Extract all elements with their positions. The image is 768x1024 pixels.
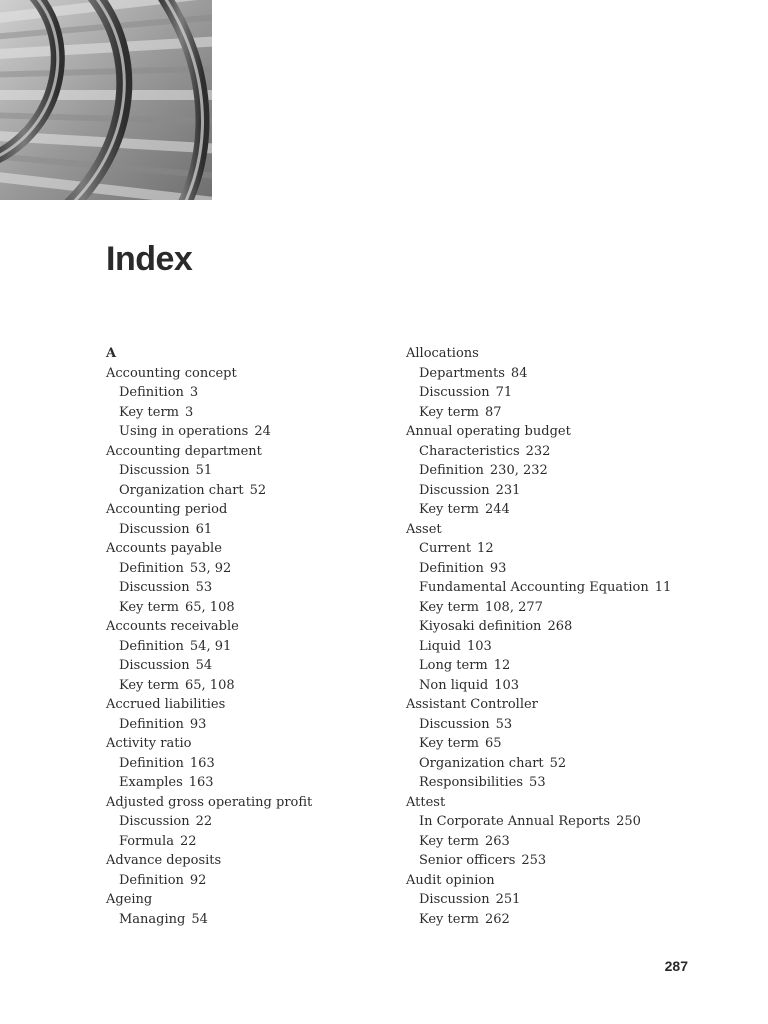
index-term: Senior officers xyxy=(419,853,516,868)
index-term: Definition xyxy=(419,463,484,478)
index-term: Non liquid xyxy=(419,677,489,693)
index-subentry xyxy=(406,559,706,579)
index-page-refs: 163 xyxy=(189,755,215,771)
index-subentry xyxy=(106,578,406,598)
index-term: Advance deposits xyxy=(106,853,222,868)
index-term: Using in operations xyxy=(119,424,249,439)
index-term: Key term xyxy=(119,599,179,615)
index-entry xyxy=(106,539,406,559)
index-entry xyxy=(106,500,406,520)
index-page-refs: 11 xyxy=(654,580,672,595)
index-page-refs: 22 xyxy=(195,814,213,829)
index-term: Organization chart xyxy=(419,755,544,771)
index-page-refs: 253 xyxy=(521,853,547,868)
index-subentry xyxy=(106,461,406,481)
index-term: Audit opinion xyxy=(406,872,495,888)
index-term: Asset xyxy=(406,521,442,537)
index-subentry xyxy=(106,559,406,579)
index-subentry xyxy=(106,715,406,735)
index-subentry xyxy=(406,442,706,462)
index-subentry xyxy=(106,403,406,423)
index-subentry xyxy=(406,832,706,852)
index-page-refs: 84 xyxy=(510,365,528,381)
index-subentry xyxy=(106,871,406,891)
index-subentry xyxy=(406,364,706,384)
page-number: 287 xyxy=(664,958,688,974)
index-term: Definition xyxy=(119,872,184,888)
index-term: Key term xyxy=(419,736,479,751)
index-term: In Corporate Annual Reports xyxy=(419,814,611,829)
index-page-refs: 51 xyxy=(195,463,213,478)
index-column-right xyxy=(406,344,706,929)
index-entry xyxy=(106,851,406,871)
index-subentry xyxy=(406,773,706,793)
index-subentry xyxy=(106,773,406,793)
index-term: Accounting period xyxy=(106,502,228,517)
index-subentry xyxy=(406,734,706,754)
index-page-refs: 103 xyxy=(466,638,492,654)
index-term: Definition xyxy=(119,385,184,400)
index-page-refs: 54, 91 xyxy=(189,638,232,654)
index-subentry xyxy=(106,383,406,403)
index-subentry xyxy=(406,656,706,676)
index-subentry xyxy=(106,656,406,676)
index-term: Annual operating budget xyxy=(406,424,571,439)
index-subentry xyxy=(406,890,706,910)
index-page-refs: 65 xyxy=(485,736,502,751)
index-term: Key term xyxy=(419,599,479,615)
index-page-refs: 65, 108 xyxy=(185,677,235,693)
index-term: Accounts receivable xyxy=(106,619,239,634)
index-term: Liquid xyxy=(419,638,461,654)
index-term: Attest xyxy=(406,794,446,810)
index-term: Responsibilities xyxy=(419,775,524,790)
index-term: Definition xyxy=(119,560,184,576)
index-term: Definition xyxy=(419,560,484,576)
index-term: Definition xyxy=(119,755,184,771)
index-term: Accounting department xyxy=(106,443,262,459)
index-term: Adjusted gross operating profit xyxy=(106,794,313,810)
index-page-refs: 263 xyxy=(485,833,510,849)
index-subentry xyxy=(106,520,406,540)
index-page-refs: 61 xyxy=(195,521,213,537)
index-page-refs: 24 xyxy=(254,424,271,439)
index-subentry xyxy=(106,812,406,832)
index-page-refs: 3 xyxy=(185,404,194,420)
index-entry xyxy=(106,793,406,813)
index-page-refs: 250 xyxy=(616,814,641,829)
index-entry xyxy=(106,442,406,462)
index-page-refs: 87 xyxy=(485,404,502,420)
index-entry xyxy=(106,617,406,637)
index-entry xyxy=(406,520,706,540)
index-entry xyxy=(406,695,706,715)
index-subentry xyxy=(406,715,706,735)
index-term: Managing xyxy=(119,911,186,927)
index-page-refs: 230, 232 xyxy=(489,463,548,478)
index-term: Accrued liabilities xyxy=(106,697,226,712)
index-subentry xyxy=(406,754,706,774)
index-subentry xyxy=(406,461,706,481)
index-subentry xyxy=(406,403,706,423)
index-term: Definition xyxy=(119,716,184,732)
index-entry xyxy=(406,422,706,442)
index-term: Departments xyxy=(419,365,505,381)
index-term: Discussion xyxy=(119,580,190,595)
index-entry xyxy=(406,793,706,813)
index-page-refs: 251 xyxy=(495,892,521,907)
index-subentry xyxy=(406,617,706,637)
index-term: Discussion xyxy=(419,482,490,498)
index-term: Accounting concept xyxy=(106,365,237,381)
index-page-refs: 54 xyxy=(191,911,208,927)
index-page-refs: 65, 108 xyxy=(185,599,235,615)
index-page-refs: 3 xyxy=(189,385,199,400)
index-subentry xyxy=(106,676,406,696)
index-subentry xyxy=(106,637,406,657)
index-page-refs: 268 xyxy=(547,619,573,634)
index-page-refs: 262 xyxy=(485,911,510,927)
index-letter-heading xyxy=(106,344,406,364)
index-term: Long term xyxy=(419,658,488,673)
index-term: Discussion xyxy=(419,892,490,907)
index-term: Discussion xyxy=(419,716,490,732)
index-term: Allocations xyxy=(406,346,479,361)
index-page-refs: 92 xyxy=(189,872,207,888)
index-subentry xyxy=(406,539,706,559)
index-entry xyxy=(106,695,406,715)
index-term: Examples xyxy=(119,775,183,790)
index-page-refs: 12 xyxy=(477,541,494,556)
index-subentry xyxy=(406,598,706,618)
index-term: Organization chart xyxy=(119,482,244,498)
index-page-refs: 93 xyxy=(189,716,207,732)
index-subentry xyxy=(406,851,706,871)
index-page-refs: 53, 92 xyxy=(189,560,232,576)
index-term: Discussion xyxy=(419,385,490,400)
page-title: Index xyxy=(106,240,193,278)
index-subentry xyxy=(406,481,706,501)
index-subentry xyxy=(106,832,406,852)
index-subentry xyxy=(406,637,706,657)
index-term: Discussion xyxy=(119,521,190,537)
index-subentry xyxy=(406,910,706,930)
index-subentry xyxy=(406,500,706,520)
index-page-refs: 93 xyxy=(489,560,507,576)
index-subentry xyxy=(106,422,406,442)
index-term: Key term xyxy=(419,911,479,927)
index-page-refs: 163 xyxy=(188,775,214,790)
index-term: Definition xyxy=(119,638,184,654)
index-page-refs: 231 xyxy=(495,482,521,498)
index-page-refs: 12 xyxy=(493,658,511,673)
index-subentry xyxy=(106,598,406,618)
index-page-refs: 22 xyxy=(179,833,197,849)
index-entry xyxy=(106,734,406,754)
index-term: Key term xyxy=(119,404,179,420)
index-page-refs: 53 xyxy=(195,580,213,595)
index-subentry xyxy=(406,812,706,832)
index-term: Accounts payable xyxy=(106,541,222,556)
index-page-refs: 52 xyxy=(249,482,267,498)
index-page-refs: 53 xyxy=(495,716,513,732)
index-subentry xyxy=(406,578,706,598)
index-term: Fundamental Accounting Equation xyxy=(419,580,649,595)
index-term: Kiyosaki definition xyxy=(419,619,542,634)
index-term: Key term xyxy=(419,404,479,420)
index-page-refs: 232 xyxy=(525,443,551,459)
index-page-refs: 52 xyxy=(549,755,567,771)
index-page-refs: 244 xyxy=(485,502,510,517)
index-page-refs: 103 xyxy=(494,677,520,693)
index-subentry xyxy=(406,383,706,403)
index-page-refs: 71 xyxy=(495,385,513,400)
index-term: Key term xyxy=(419,502,479,517)
index-term: Formula xyxy=(119,833,174,849)
index-term: Key term xyxy=(119,677,179,693)
index-term: A xyxy=(106,346,117,361)
index-term: Discussion xyxy=(119,814,190,829)
index-term: Current xyxy=(419,541,472,556)
index-page-refs: 54 xyxy=(195,658,213,673)
index-subentry xyxy=(406,676,706,696)
index-entry xyxy=(406,871,706,891)
index-subentry xyxy=(106,754,406,774)
decorative-corner-image xyxy=(0,0,212,200)
index-page-refs: 108, 277 xyxy=(485,599,543,615)
index-entry xyxy=(106,364,406,384)
index-term: Discussion xyxy=(119,658,190,673)
index-entry xyxy=(106,890,406,910)
index-term: Characteristics xyxy=(419,443,520,459)
index-term: Discussion xyxy=(119,463,190,478)
index-subentry xyxy=(106,910,406,930)
index-subentry xyxy=(106,481,406,501)
index-term: Ageing xyxy=(106,892,153,907)
index-column-left xyxy=(106,344,406,929)
index-entry xyxy=(406,344,706,364)
index-term: Assistant Controller xyxy=(406,697,538,712)
index-term: Key term xyxy=(419,833,479,849)
index-page-refs: 53 xyxy=(529,775,546,790)
index-term: Activity ratio xyxy=(106,736,192,751)
